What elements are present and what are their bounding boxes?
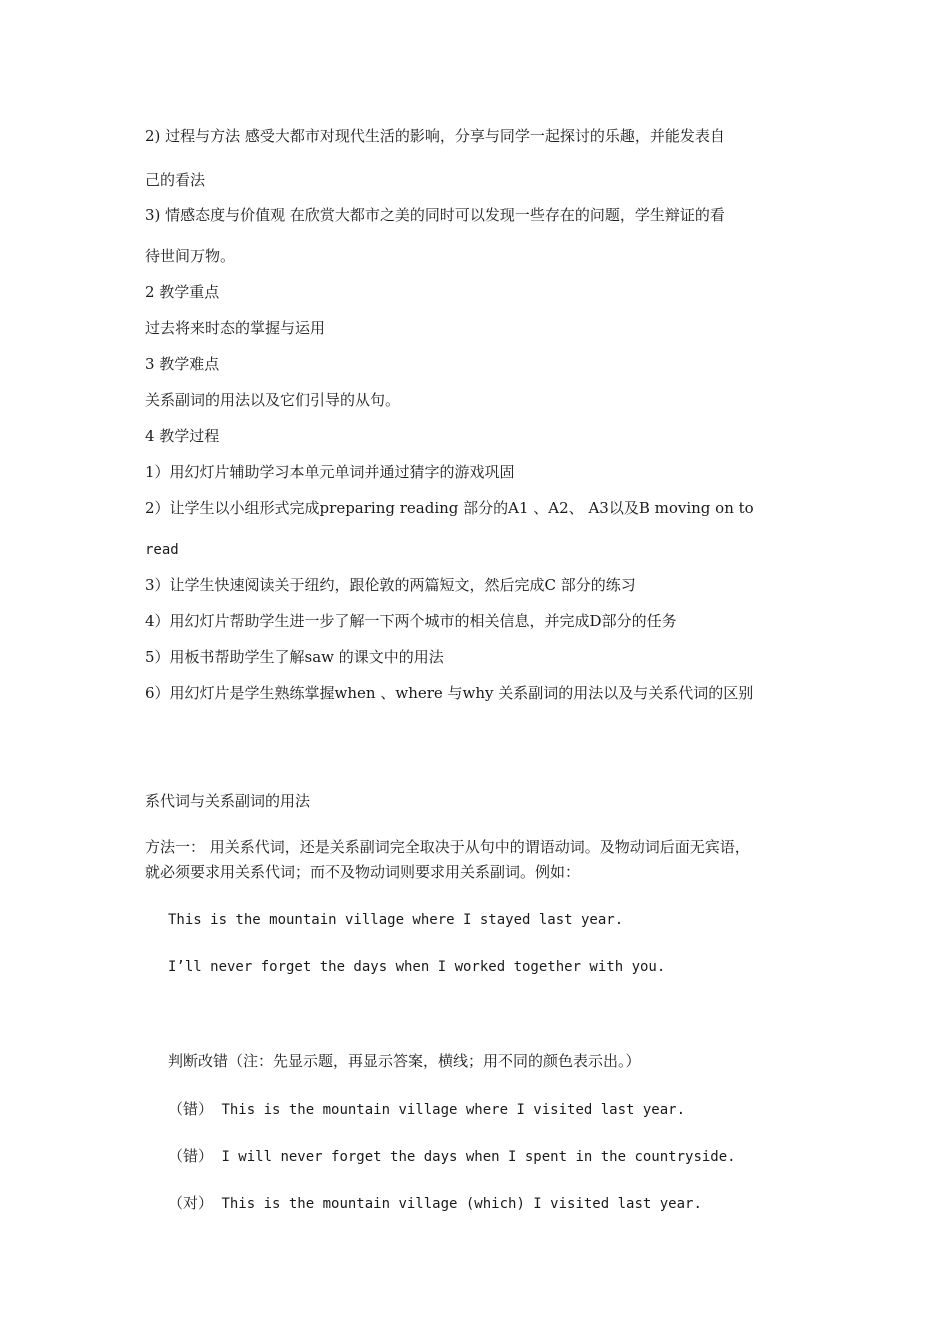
process-heading: 4 教学过程 (145, 427, 220, 445)
exercise-mark: （错） (168, 1100, 214, 1118)
section-title: 系代词与关系副词的用法 (145, 792, 311, 810)
example-sentence-1: This is the mountain village where I stayed last year. (168, 912, 624, 928)
exercise-mark: （对） (168, 1194, 214, 1212)
objective-2-line-2: 己的看法 (145, 171, 206, 189)
process-step-5: 5）用板书帮助学生了解saw 的课文中的用法 (145, 648, 444, 666)
exercise-sentence: I will never forget the days when I spent in the countryside. (213, 1149, 736, 1165)
process-step-6: 6）用幻灯片是学生熟练掌握when 、where 与why 关系副词的用法以及与关系代词的区别 (145, 684, 754, 702)
method-one-line-2: 就必须要求用关系代词；而不及物动词则要求用关系副词。例如： (145, 863, 581, 881)
exercise-heading: 判断改错（注：先显示题，再显示答案，横线；用不同的颜色表示出。） (168, 1052, 641, 1070)
exercise-item (168, 1193, 702, 1214)
exercise-sentence: This is the mountain village (which) I visited last year. (213, 1196, 702, 1212)
exercise-item (168, 1099, 685, 1120)
exercise-sentence: This is the mountain village where I visited last year. (213, 1102, 686, 1118)
difficulty-heading: 3 教学难点 (145, 355, 220, 373)
example-sentence-2: I’ll never forget the days when I worked together with you. (168, 959, 666, 975)
objective-2-line-1: 2) 过程与方法 感受大都市对现代生活的影响，分享与同学一起探讨的乐趣，并能发表自 (145, 127, 725, 145)
process-step-3: 3）让学生快速阅读关于纽约，跟伦敦的两篇短文，然后完成C 部分的练习 (145, 576, 636, 594)
process-step-1: 1）用幻灯片辅助学习本单元单词并通过猜字的游戏巩固 (145, 463, 515, 481)
difficulty-text: 关系副词的用法以及它们引导的从句。 (145, 391, 401, 409)
focus-text: 过去将来时态的掌握与运用 (145, 319, 326, 337)
objective-3-line-2: 待世间万物。 (145, 247, 236, 265)
exercise-item (168, 1146, 736, 1167)
method-one-line-1: 方法一： 用关系代词，还是关系副词完全取决于从句中的谓语动词。及物动词后面无宾语， (145, 838, 750, 856)
process-step-2-continued: read (145, 542, 179, 558)
process-step-4: 4）用幻灯片帮助学生进一步了解一下两个城市的相关信息，并完成D部分的任务 (145, 612, 677, 630)
objective-3-line-1: 3) 情感态度与价值观 在欣赏大都市之美的同时可以发现一些存在的问题，学生辩证的看 (145, 206, 725, 224)
focus-heading: 2 教学重点 (145, 283, 220, 301)
exercise-mark: （错） (168, 1147, 214, 1165)
process-step-2: 2）让学生以小组形式完成preparing reading 部分的A1 、A2、 A3以及B moving on to (145, 499, 754, 517)
